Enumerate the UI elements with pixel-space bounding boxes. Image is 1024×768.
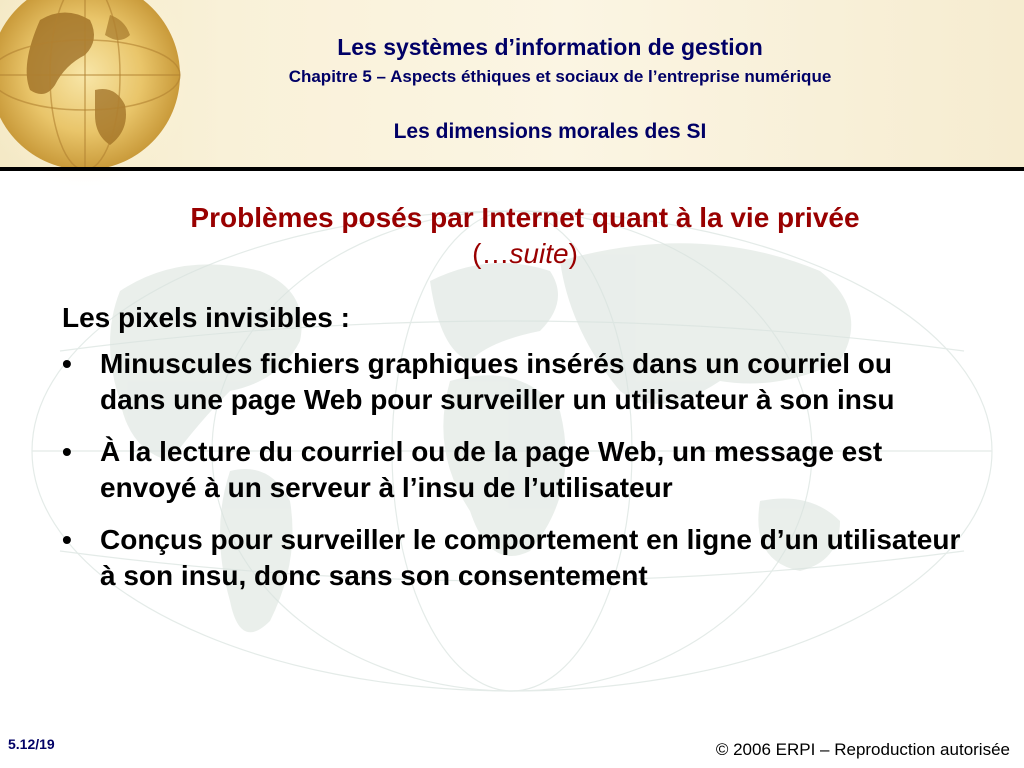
bullet-item [62, 434, 962, 506]
page-number: 5.12/19 [8, 736, 55, 752]
bullet-list [62, 346, 962, 594]
bullet-text: Conçus pour surveiller le comportement en ligne d’un utilisateur à son insu, donc sans son consentement [100, 524, 961, 591]
bullet-item [62, 522, 962, 594]
bullet-text: Minuscules fichiers graphiques insérés dans un courriel ou dans une page Web pour surveiller un utilisateur à son insu [100, 348, 895, 415]
slide-title [60, 200, 990, 272]
header-subtitle: Chapitre 5 – Aspects éthiques et sociaux de l’entreprise numérique [288, 67, 832, 86]
bullet-text: À la lecture du courriel ou de la page Web, un message est envoyé à un serveur à l’insu de l’utilisateur [100, 436, 883, 503]
section-title: Les dimensions morales des SI [393, 120, 707, 143]
bullet-item [62, 346, 962, 418]
content-heading: Les pixels invisibles : [62, 302, 350, 333]
bullet-icon: • [62, 348, 72, 379]
slide-title-continuation [60, 236, 990, 272]
continuation-suite: suite [509, 238, 569, 269]
bullet-icon: • [62, 436, 72, 467]
bullet-icon: • [62, 524, 72, 555]
continuation-prefix: (… [472, 238, 510, 269]
copyright-footer: © 2006 ERPI – Reproduction autorisée [715, 740, 1010, 759]
slide-content [62, 298, 962, 610]
globe-logo [0, 0, 200, 190]
continuation-suffix: ) [568, 238, 578, 269]
slide-title-main: Problèmes posés par Internet quant à la vie privée [190, 202, 860, 233]
header-title: Les systèmes d’information de gestion [337, 34, 763, 60]
